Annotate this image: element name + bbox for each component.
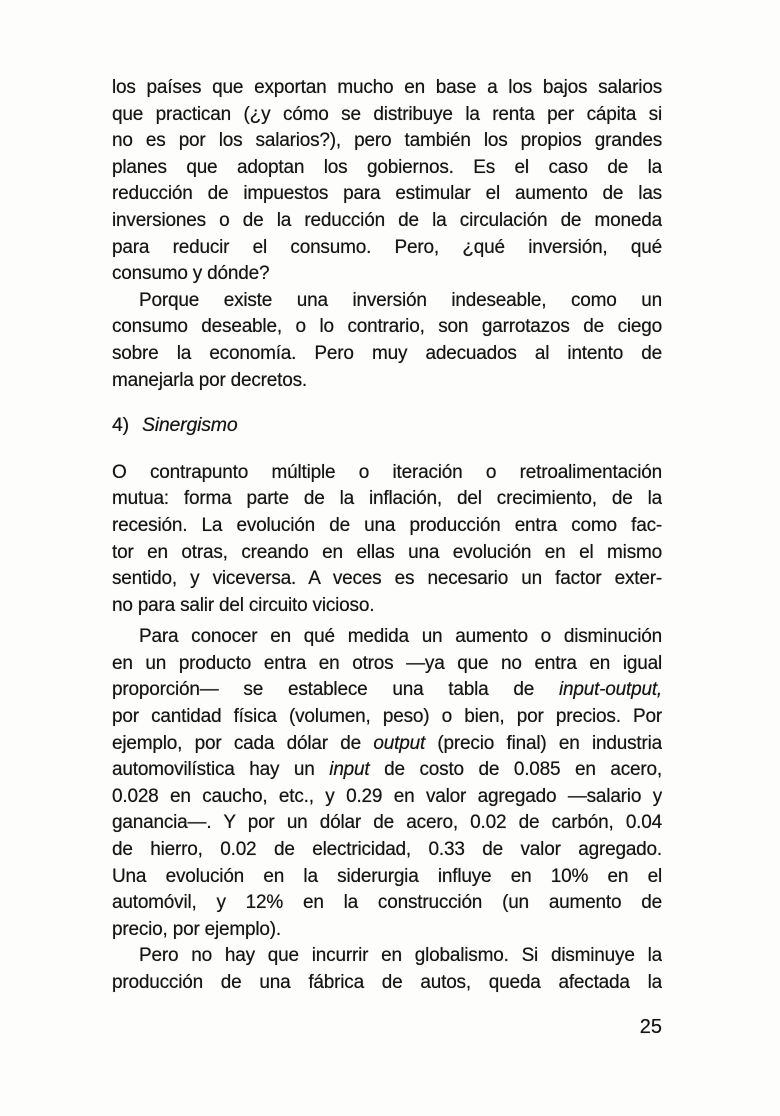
text-line: 0.028 en caucho, etc., y 0.29 en valor agregado —salario y [112,785,662,807]
text-line: ganancia—. Y por un dólar de acero, 0.02 de carbón, 0.04 [112,812,662,834]
text-line: recesión. La evolución de una producción entra como fac- [112,514,662,536]
paragraph [112,460,662,620]
text-line: consumo y dónde? [112,263,270,285]
text-line: por cantidad física (volumen, peso) o bien, por precios. Por [112,706,662,728]
text-line: producción de una fábrica de autos, queda afectada la [112,972,662,993]
text-line: Porque existe una inversión indeseable, como un [139,289,662,311]
paragraph [112,624,662,943]
text-line: para reducir el consumo. Pero, ¿qué inversión, qué [112,236,662,258]
page-number: 25 [639,1016,662,1038]
text-line: consumo deseable, o lo contrario, son garrotazos de ciego [112,316,662,338]
text-line: automovilística hay un input de costo de 0.085 en acero, [112,759,662,781]
text-line: sentido, y viceversa. A veces es necesario un factor exter- [112,568,662,590]
heading-title: Sinergismo [141,414,238,437]
text-line: automóvil, y 12% en la construcción (un aumento de [112,892,662,914]
text-line: Una evolución en la siderurgia influye en 10% en el [112,865,662,887]
text-line: no para salir del circuito vicioso. [112,594,375,616]
heading-number: 4) [112,414,129,437]
paragraph [112,75,662,288]
text-line: que practican (¿y cómo se distribuye la renta per cápita si [112,103,662,125]
text-line: tor en otras, creando en ellas una evolución en el mismo [112,541,662,563]
text-line: Pero no hay que incurrir en globalismo. Si disminuye la [139,945,662,967]
text-line: no es por los salarios?), pero también los propios grandes [112,130,662,152]
text-line: O contrapunto múltiple o iteración o retroalimentación [112,461,662,483]
text-line: precio, por ejemplo). [112,918,281,940]
section-heading [112,412,662,439]
text-line: los países que exportan mucho en base a los bajos salarios [112,77,662,98]
text-line: planes que adoptan los gobiernos. Es el caso de la [112,156,662,178]
paragraph [112,288,662,394]
text-line: mutua: forma parte de la inflación, del crecimiento, de la [112,488,662,510]
text-line: de hierro, 0.02 de electricidad, 0.33 de valor agregado. [112,839,662,861]
text-line: manejarla por decretos. [112,369,308,391]
text-line: reducción de impuestos para estimular el aumento de las [112,183,662,205]
text-line: proporción— se establece una tabla de input-output, [112,679,662,701]
page-text [112,75,662,997]
text-line: inversiones o de la reducción de la circulación de moneda [112,209,662,231]
text-line: Para conocer en qué medida un aumento o disminución [139,626,662,648]
text-line: sobre la economía. Pero muy adecuados al intento de [112,342,662,364]
text-line: en un producto entra en otros —ya que no entra en igual [112,652,662,674]
paragraph [112,943,662,996]
text-line: ejemplo, por cada dólar de output (precio final) en industria [112,732,662,754]
